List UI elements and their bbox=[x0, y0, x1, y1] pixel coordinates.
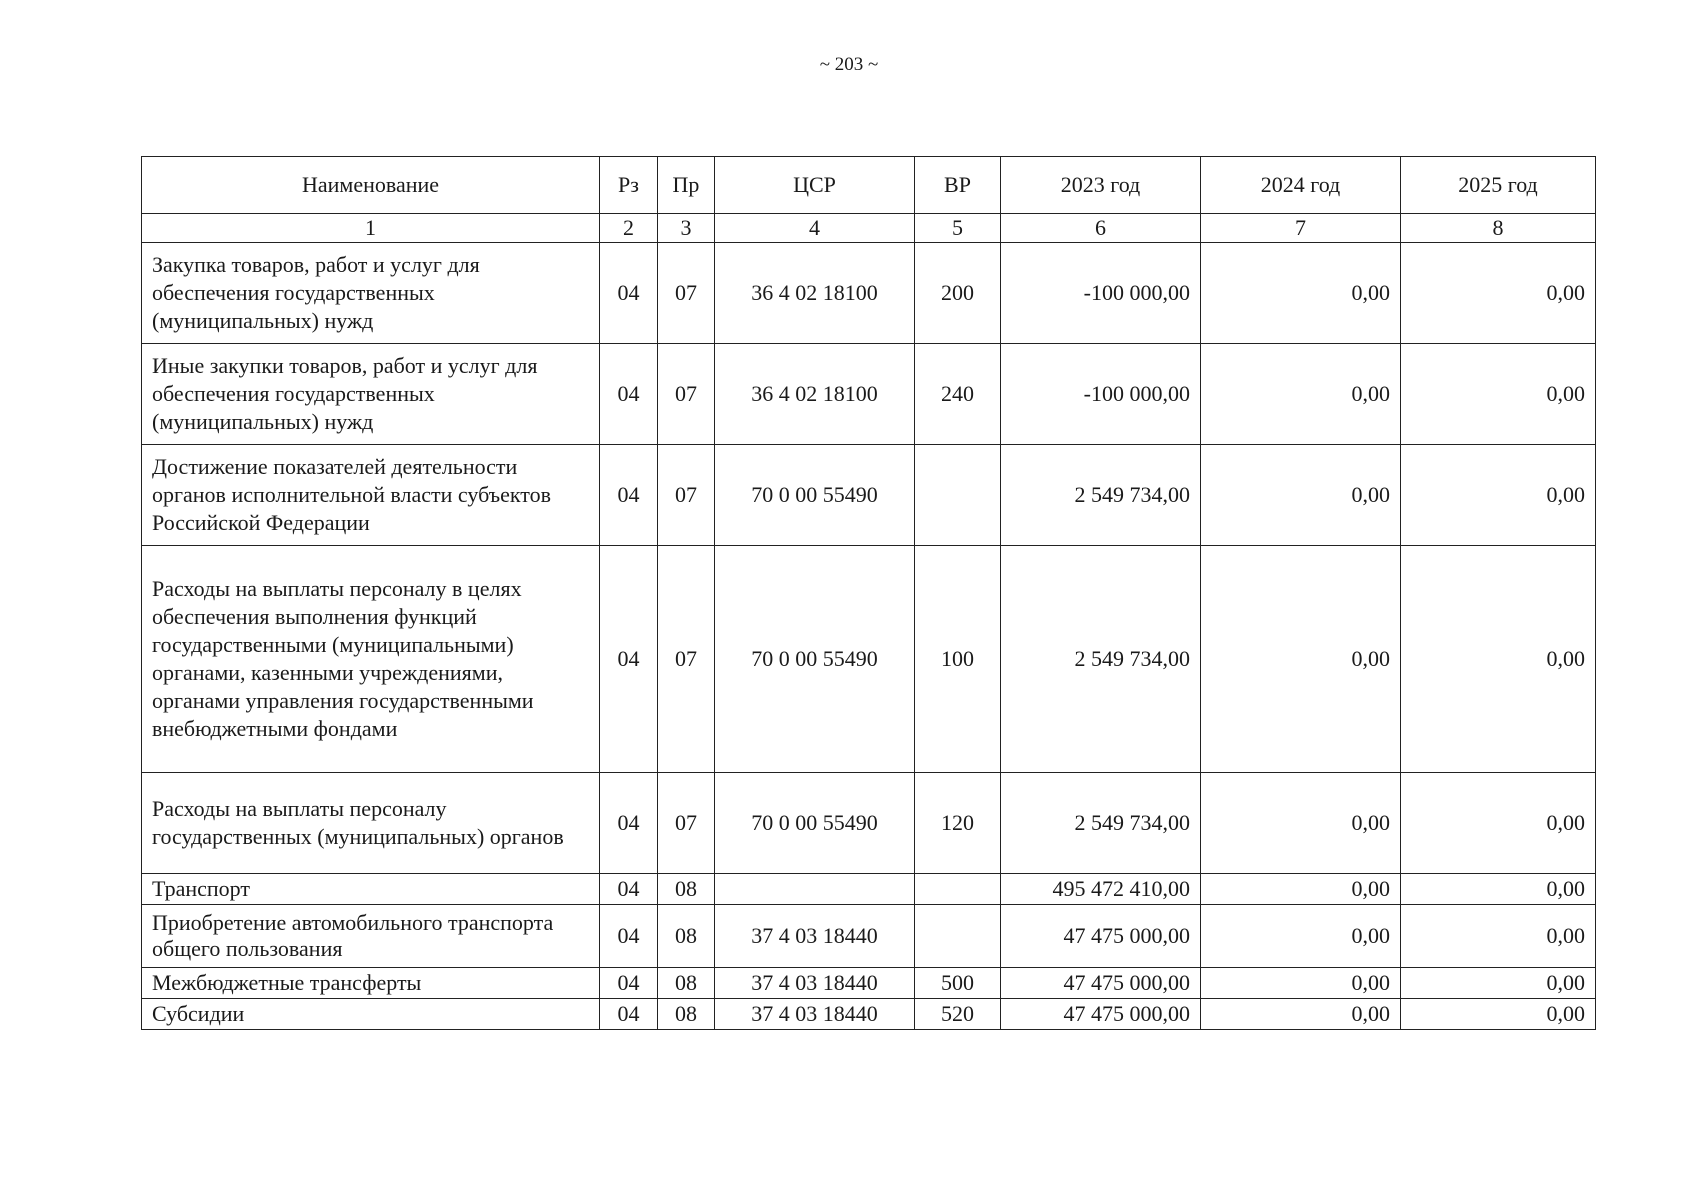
header-2025: 2025 год bbox=[1401, 157, 1596, 214]
cell-rz: 04 bbox=[600, 344, 658, 445]
cell-name: Расходы на выплаты персоналу в целях обеспечения выполнения функций государственными (муниципальными) органами, казенными учреждениями, органами управления государственными внебюджетными фондами bbox=[142, 546, 600, 773]
cell-2024: 0,00 bbox=[1201, 344, 1401, 445]
cell-2024: 0,00 bbox=[1201, 445, 1401, 546]
cell-pr: 08 bbox=[658, 874, 715, 905]
header-2023: 2023 год bbox=[1001, 157, 1201, 214]
cell-2024: 0,00 bbox=[1201, 905, 1401, 968]
cell-2025: 0,00 bbox=[1401, 243, 1596, 344]
budget-table bbox=[141, 156, 1596, 1030]
cell-vr bbox=[915, 874, 1001, 905]
cell-rz: 04 bbox=[600, 905, 658, 968]
cell-csr: 70 0 00 55490 bbox=[715, 445, 915, 546]
cell-2023: 47 475 000,00 bbox=[1001, 999, 1201, 1030]
cell-rz: 04 bbox=[600, 999, 658, 1030]
cell-2025: 0,00 bbox=[1401, 773, 1596, 874]
column-number: 7 bbox=[1201, 214, 1401, 243]
cell-csr: 37 4 03 18440 bbox=[715, 968, 915, 999]
cell-csr: 37 4 03 18440 bbox=[715, 999, 915, 1030]
cell-pr: 07 bbox=[658, 243, 715, 344]
cell-csr: 37 4 03 18440 bbox=[715, 905, 915, 968]
cell-2025: 0,00 bbox=[1401, 546, 1596, 773]
cell-csr bbox=[715, 874, 915, 905]
cell-2024: 0,00 bbox=[1201, 874, 1401, 905]
cell-name: Приобретение автомобильного транспорта общего пользования bbox=[142, 905, 600, 968]
cell-csr: 70 0 00 55490 bbox=[715, 546, 915, 773]
cell-pr: 07 bbox=[658, 773, 715, 874]
column-number: 5 bbox=[915, 214, 1001, 243]
cell-rz: 04 bbox=[600, 773, 658, 874]
page-number: ~ 203 ~ bbox=[819, 54, 879, 75]
header-csr: ЦСР bbox=[715, 157, 915, 214]
cell-2024: 0,00 bbox=[1201, 999, 1401, 1030]
cell-2023: 47 475 000,00 bbox=[1001, 905, 1201, 968]
cell-pr: 07 bbox=[658, 546, 715, 773]
header-rz: Рз bbox=[600, 157, 658, 214]
table-row bbox=[142, 243, 1596, 344]
cell-name: Расходы на выплаты персоналу государственных (муниципальных) органов bbox=[142, 773, 600, 874]
cell-vr: 240 bbox=[915, 344, 1001, 445]
header-pr: Пр bbox=[658, 157, 715, 214]
cell-2025: 0,00 bbox=[1401, 445, 1596, 546]
cell-pr: 08 bbox=[658, 905, 715, 968]
cell-2025: 0,00 bbox=[1401, 874, 1596, 905]
cell-2023: 2 549 734,00 bbox=[1001, 546, 1201, 773]
cell-2025: 0,00 bbox=[1401, 344, 1596, 445]
cell-2024: 0,00 bbox=[1201, 243, 1401, 344]
cell-vr: 520 bbox=[915, 999, 1001, 1030]
header-2024: 2024 год bbox=[1201, 157, 1401, 214]
column-number-row bbox=[142, 214, 1596, 243]
cell-2023: 47 475 000,00 bbox=[1001, 968, 1201, 999]
cell-name: Достижение показателей деятельности органов исполнительной власти субъектов Российской Федерации bbox=[142, 445, 600, 546]
cell-vr bbox=[915, 905, 1001, 968]
cell-rz: 04 bbox=[600, 874, 658, 905]
cell-csr: 36 4 02 18100 bbox=[715, 344, 915, 445]
cell-vr: 120 bbox=[915, 773, 1001, 874]
table-row bbox=[142, 546, 1596, 773]
cell-vr: 200 bbox=[915, 243, 1001, 344]
table-row bbox=[142, 999, 1596, 1030]
column-number: 3 bbox=[658, 214, 715, 243]
cell-vr: 500 bbox=[915, 968, 1001, 999]
column-number: 4 bbox=[715, 214, 915, 243]
column-number: 1 bbox=[142, 214, 600, 243]
cell-2023: 2 549 734,00 bbox=[1001, 773, 1201, 874]
table-row bbox=[142, 968, 1596, 999]
cell-rz: 04 bbox=[600, 445, 658, 546]
cell-rz: 04 bbox=[600, 968, 658, 999]
cell-name: Закупка товаров, работ и услуг для обеспечения государственных (муниципальных) нужд bbox=[142, 243, 600, 344]
cell-pr: 07 bbox=[658, 445, 715, 546]
header-name: Наименование bbox=[142, 157, 600, 214]
cell-rz: 04 bbox=[600, 546, 658, 773]
cell-vr: 100 bbox=[915, 546, 1001, 773]
table-row bbox=[142, 773, 1596, 874]
table-row bbox=[142, 905, 1596, 968]
cell-vr bbox=[915, 445, 1001, 546]
cell-2023: 2 549 734,00 bbox=[1001, 445, 1201, 546]
cell-2023: -100 000,00 bbox=[1001, 344, 1201, 445]
table-row bbox=[142, 445, 1596, 546]
cell-name: Иные закупки товаров, работ и услуг для обеспечения государственных (муниципальных) нужд bbox=[142, 344, 600, 445]
header-vr: ВР bbox=[915, 157, 1001, 214]
cell-name: Транспорт bbox=[142, 874, 600, 905]
cell-csr: 70 0 00 55490 bbox=[715, 773, 915, 874]
column-number: 2 bbox=[600, 214, 658, 243]
cell-pr: 08 bbox=[658, 968, 715, 999]
cell-pr: 08 bbox=[658, 999, 715, 1030]
table-row bbox=[142, 344, 1596, 445]
cell-name: Субсидии bbox=[142, 999, 600, 1030]
cell-csr: 36 4 02 18100 bbox=[715, 243, 915, 344]
cell-2025: 0,00 bbox=[1401, 905, 1596, 968]
header-row bbox=[142, 157, 1596, 214]
cell-2025: 0,00 bbox=[1401, 999, 1596, 1030]
cell-2024: 0,00 bbox=[1201, 968, 1401, 999]
cell-2023: -100 000,00 bbox=[1001, 243, 1201, 344]
cell-2024: 0,00 bbox=[1201, 546, 1401, 773]
cell-2024: 0,00 bbox=[1201, 773, 1401, 874]
table-row bbox=[142, 874, 1596, 905]
cell-name: Межбюджетные трансферты bbox=[142, 968, 600, 999]
cell-rz: 04 bbox=[600, 243, 658, 344]
cell-2023: 495 472 410,00 bbox=[1001, 874, 1201, 905]
cell-2025: 0,00 bbox=[1401, 968, 1596, 999]
column-number: 6 bbox=[1001, 214, 1201, 243]
column-number: 8 bbox=[1401, 214, 1596, 243]
cell-pr: 07 bbox=[658, 344, 715, 445]
